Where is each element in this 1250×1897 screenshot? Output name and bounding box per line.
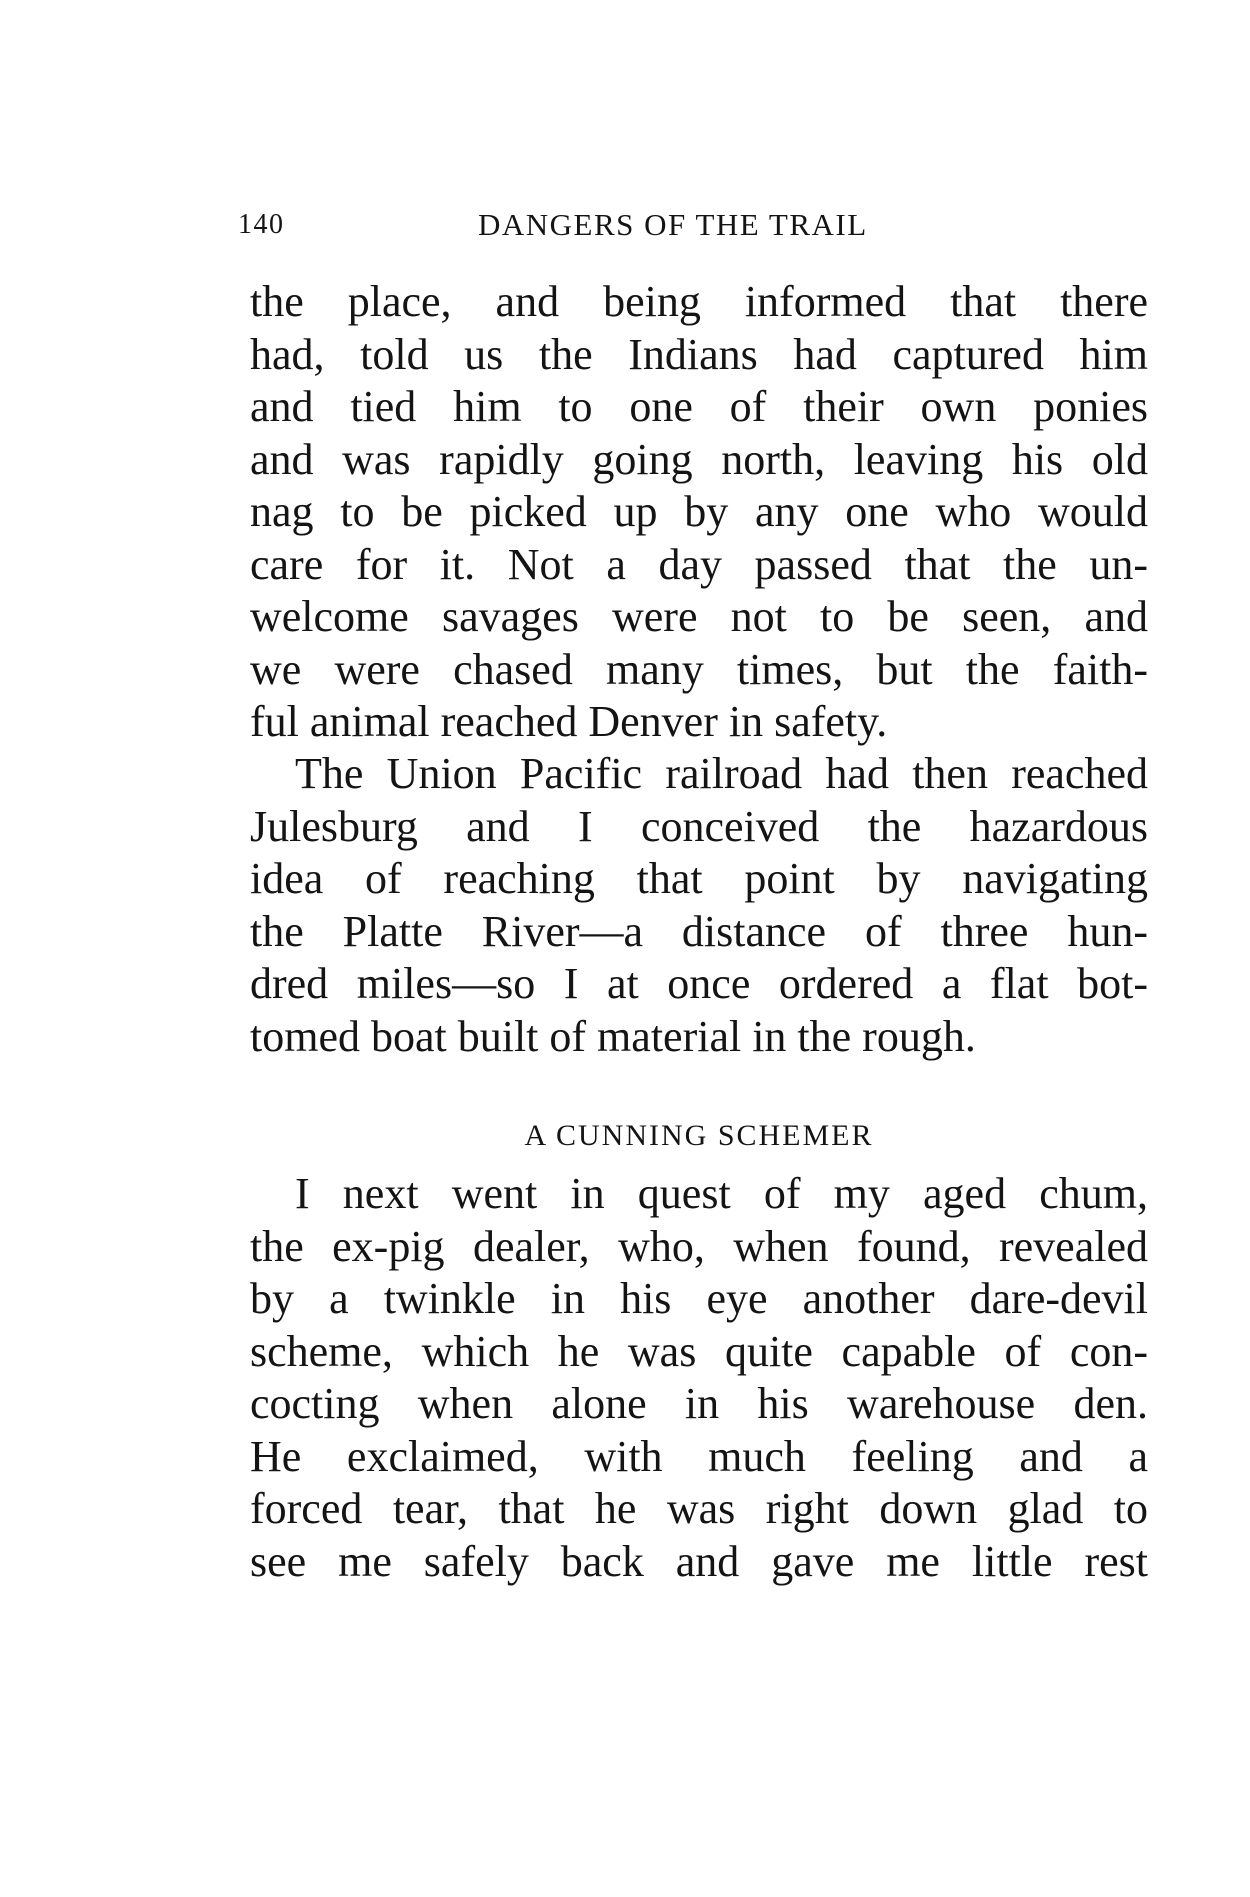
text-line: The Union Pacific railroad had then reached (295, 749, 1148, 798)
paragraph-2 (250, 748, 1148, 1063)
page-number: 140 (238, 209, 285, 240)
text-line: He exclaimed, with much feeling and a (250, 1431, 1148, 1481)
text-line: cocting when alone in his warehouse den. (250, 1379, 1148, 1428)
text-line: Julesburg and I conceived the hazardous (250, 801, 1148, 851)
text-line: tomed boat built of material in the rough. (250, 1011, 976, 1061)
text-line: see me safely back and gave me little rest (250, 1536, 1148, 1586)
text-line: idea of reaching that point by navigating (250, 854, 1148, 903)
text-line: ful animal reached Denver in safety. (250, 697, 888, 746)
text-line: welcome savages were not to be seen, and (250, 592, 1148, 641)
running-head (238, 205, 1148, 245)
text-line: dred miles—so I at once ordered a flat bot- (250, 959, 1148, 1008)
section-heading: A CUNNING SCHEMER (524, 1119, 874, 1152)
text-line: the Platte River—a distance of three hun- (250, 906, 1148, 956)
text-line: I next went in quest of my aged chum, (295, 1169, 1148, 1218)
text-line: had, told us the Indians had captured him (250, 329, 1148, 379)
paragraph-1 (250, 276, 1148, 749)
text-line: forced tear, that he was right down glad to (250, 1484, 1148, 1533)
text-line: and tied him to one of their own ponies (250, 382, 1148, 431)
running-title: DANGERS OF THE TRAIL (478, 207, 868, 242)
text-line: and was rapidly going north, leaving his old (250, 434, 1148, 484)
text-line: the ex-pig dealer, who, when found, revealed (250, 1221, 1148, 1271)
text-line: we were chased many times, but the faith- (250, 644, 1148, 694)
text-line: scheme, which he was quite capable of con- (250, 1326, 1148, 1376)
text-line: nag to be picked up by any one who would (250, 487, 1148, 536)
paragraph-3 (250, 1168, 1148, 1588)
text-line: by a twinkle in his eye another dare-devil (250, 1274, 1148, 1323)
text-line: the place, and being informed that there (250, 277, 1148, 326)
text-line: care for it. Not a day passed that the un- (250, 539, 1148, 589)
